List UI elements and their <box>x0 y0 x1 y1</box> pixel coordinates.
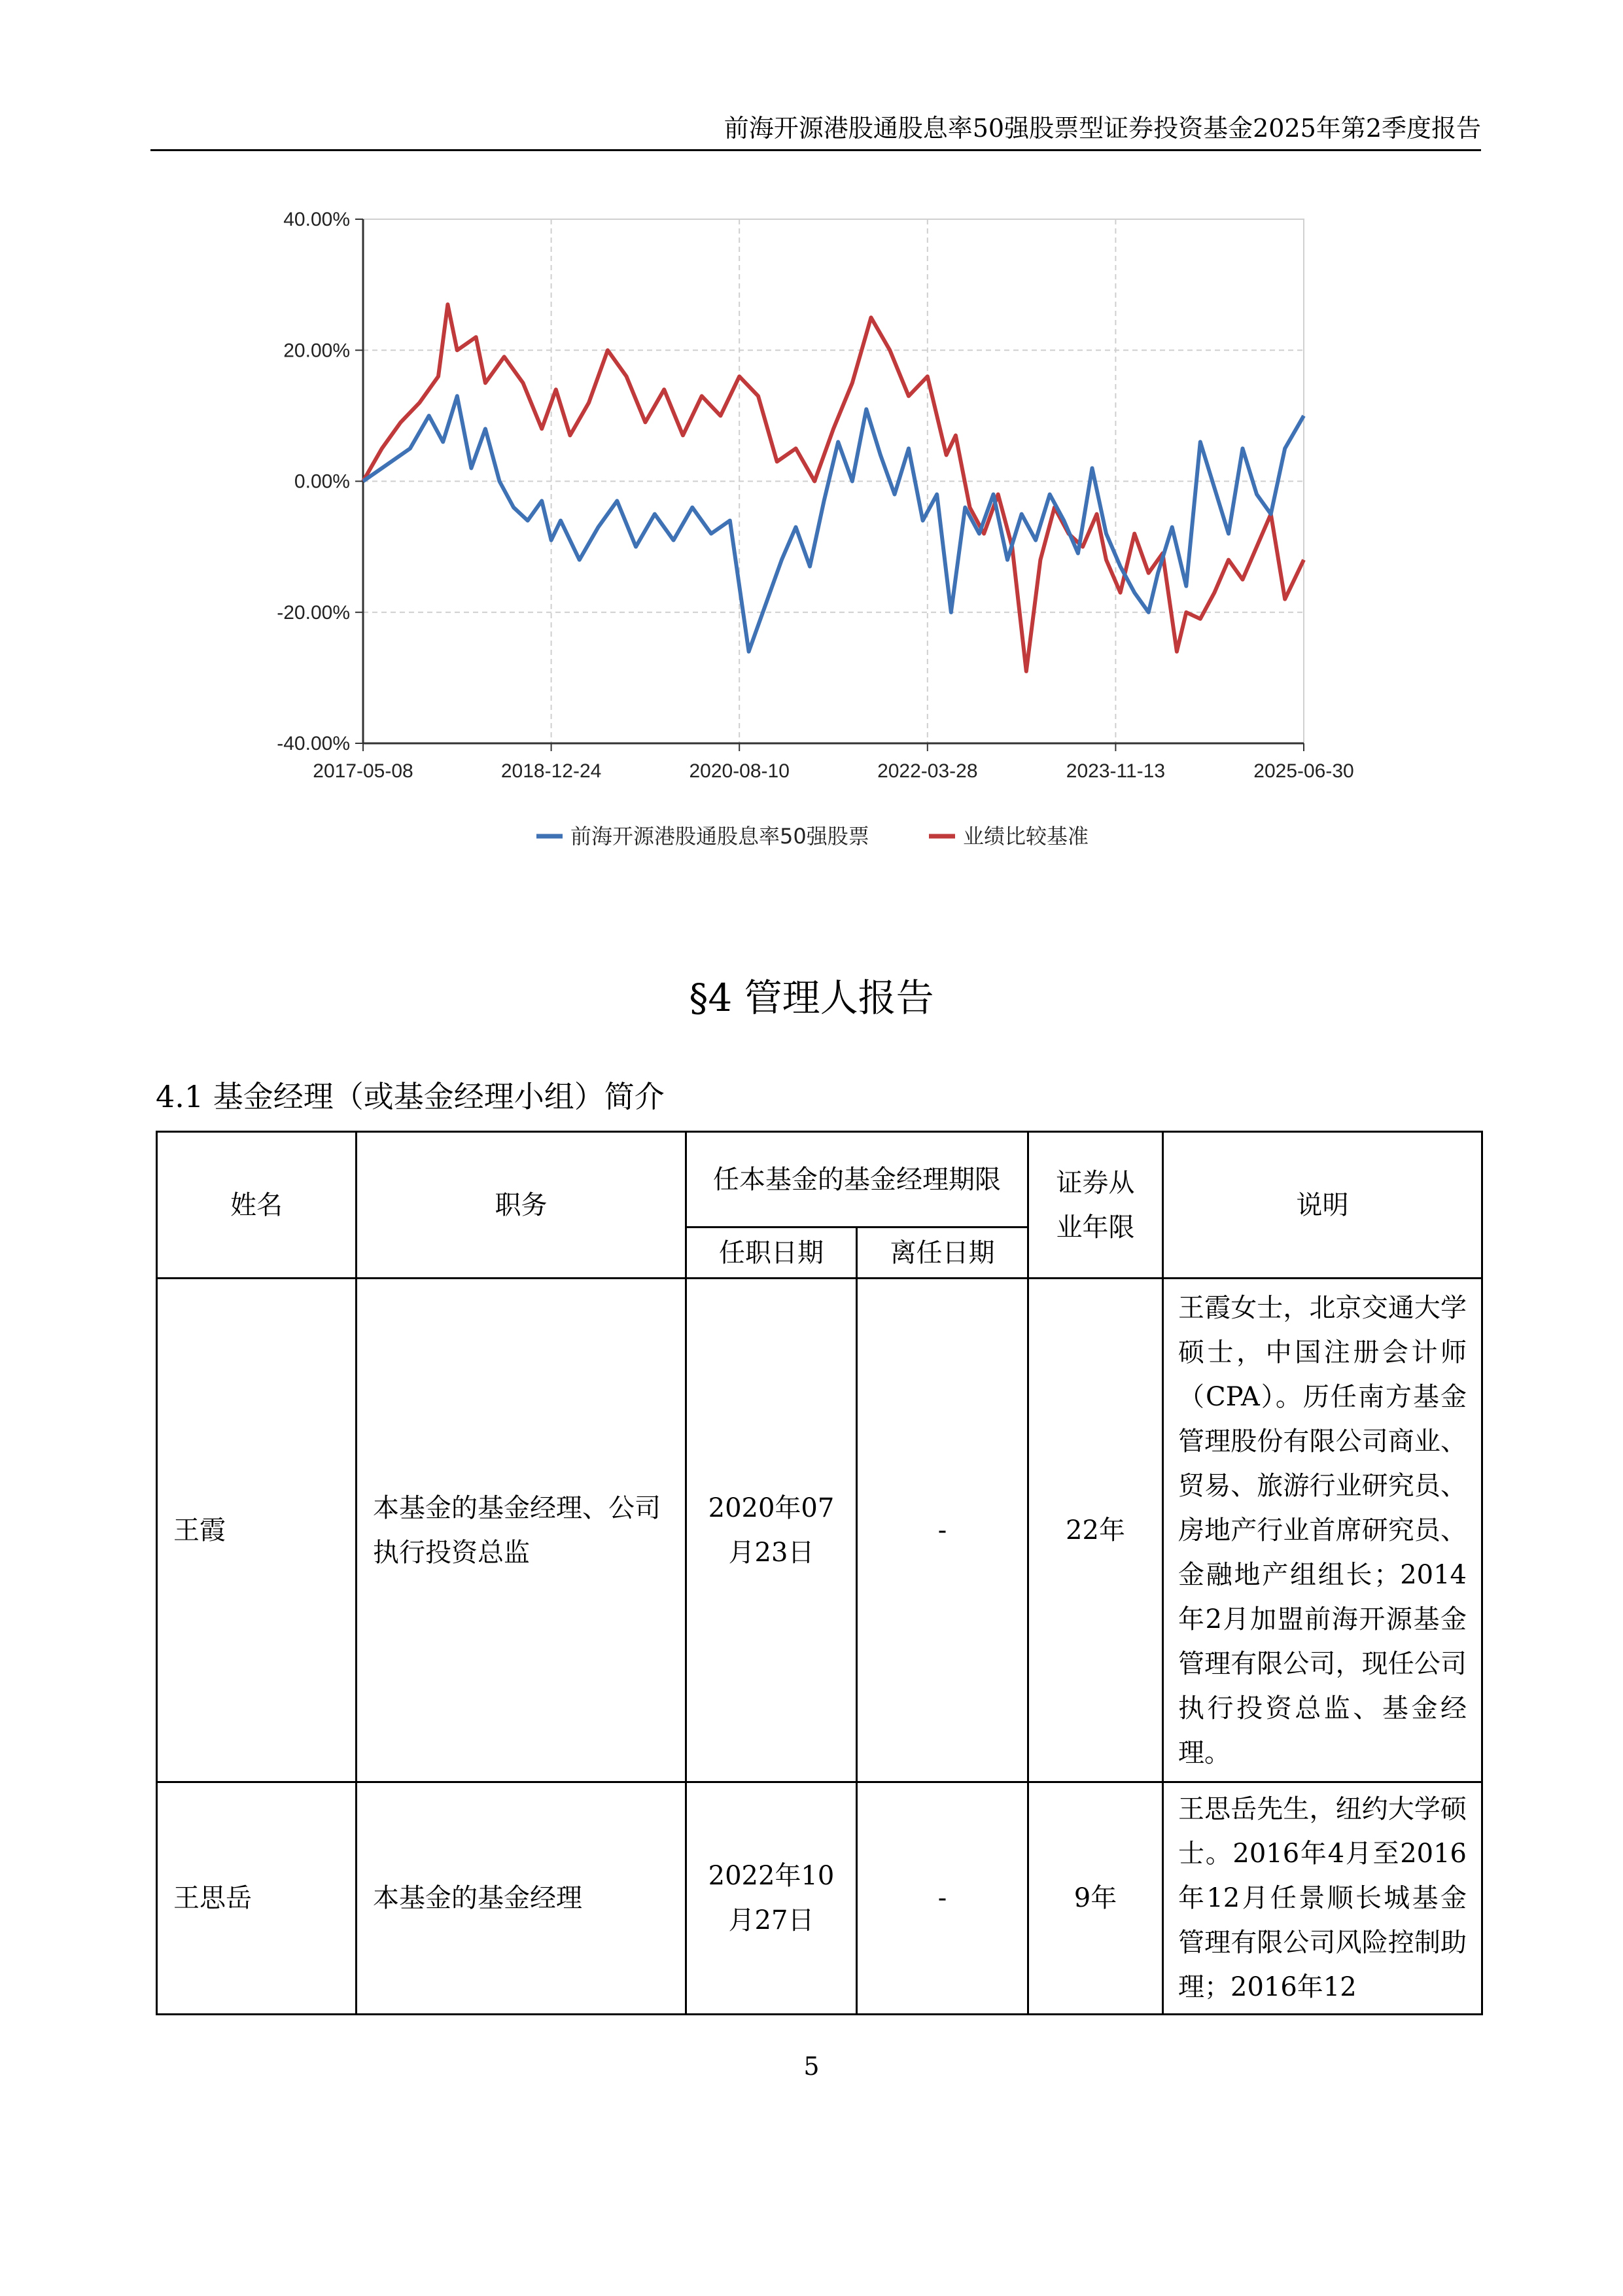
legend-label: 业绩比较基准 <box>963 824 1089 849</box>
table-header-row <box>157 1132 1482 1227</box>
header-position: 职务 <box>357 1132 686 1279</box>
header-desc: 说明 <box>1163 1132 1482 1279</box>
performance-chart <box>216 190 1393 877</box>
manager-position: 本基金的基金经理、公司执行投资总监 <box>357 1279 686 1782</box>
x-tick-label: 2017-05-08 <box>313 760 413 782</box>
subsection-title: 4.1 基金经理（或基金经理小组）简介 <box>156 1079 665 1114</box>
legend-label: 前海开源港股通股息率50强股票 <box>570 824 869 849</box>
x-tick-label: 2018-12-24 <box>500 760 602 782</box>
manager-description: 王思岳先生，纽约大学硕士。2016年4月至2016年12月任景顺长城基金管理有限公司风险控制助理；2016年12 <box>1163 1782 1482 2015</box>
header-end-date: 离任日期 <box>857 1227 1028 1279</box>
manager-description: 王霞女士，北京交通大学硕士，中国注册会计师（CPA）。历任南方基金管理股份有限公司商业、贸易、旅游行业研究员、房地产行业首席研究员、金融地产组组长；2014年2月加盟前海开源基金管理有限公司，现任公司执行投资总监、基金经理。 <box>1163 1279 1482 1782</box>
manager-name: 王思岳 <box>157 1782 357 2015</box>
header-name: 姓名 <box>157 1132 357 1279</box>
table-row <box>157 1279 1482 1782</box>
header-title: 前海开源港股通股息率50强股票型证券投资基金2025年第2季度报告 <box>724 114 1481 143</box>
page-number: 5 <box>803 2052 820 2081</box>
header-term: 任本基金的基金经理期限 <box>686 1132 1028 1227</box>
y-tick-label: 20.00% <box>283 340 350 362</box>
x-tick-label: 2025-06-30 <box>1253 760 1354 782</box>
header-start-date: 任职日期 <box>686 1227 857 1279</box>
manager-years: 9年 <box>1028 1782 1163 2015</box>
table-row <box>157 1782 1482 2015</box>
manager-name: 王霞 <box>157 1279 357 1782</box>
fund-manager-table <box>156 1131 1483 2015</box>
y-tick-label: -20.00% <box>277 601 350 624</box>
x-tick-label: 2022-03-28 <box>877 760 978 782</box>
section-title: §4 管理人报告 <box>689 976 934 1020</box>
manager-position: 本基金的基金经理 <box>357 1782 686 2015</box>
page-header <box>150 111 1481 151</box>
manager-start-date: 2022年10月27日 <box>686 1782 857 2015</box>
y-tick-label: 0.00% <box>294 470 350 493</box>
manager-years: 22年 <box>1028 1279 1163 1782</box>
header-years: 证券从业年限 <box>1028 1132 1163 1279</box>
manager-end-date: - <box>857 1279 1028 1782</box>
y-tick-label: -40.00% <box>277 733 350 754</box>
y-tick-label: 40.00% <box>283 209 350 230</box>
x-tick-label: 2023-11-13 <box>1066 760 1166 782</box>
manager-end-date: - <box>857 1782 1028 2015</box>
manager-start-date: 2020年07月23日 <box>686 1279 857 1782</box>
x-tick-label: 2020-08-10 <box>689 760 790 782</box>
